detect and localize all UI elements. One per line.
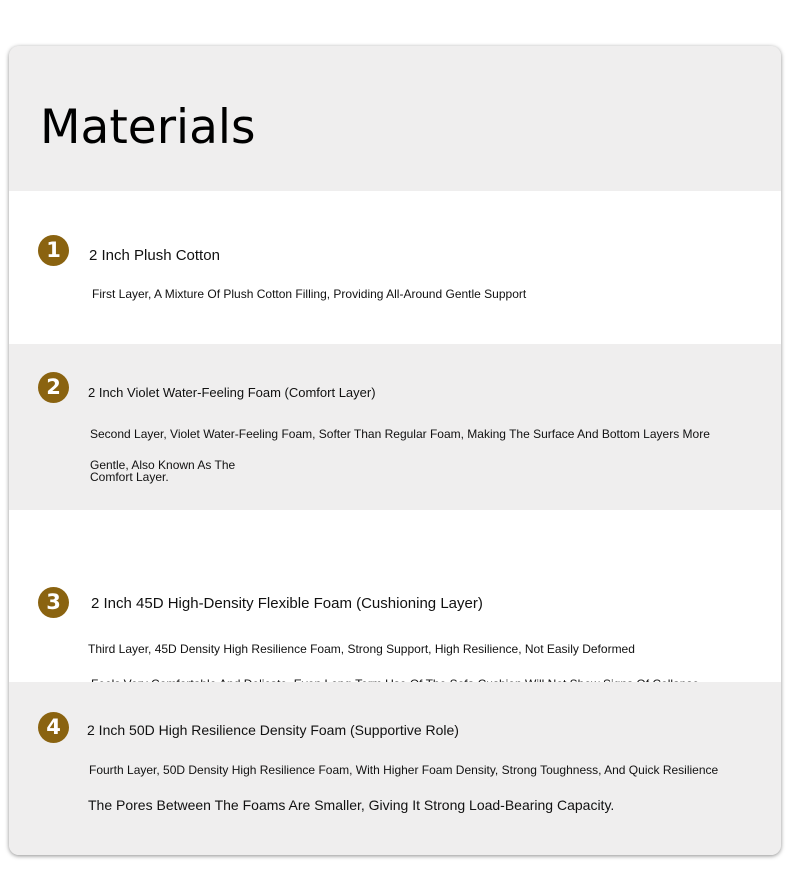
layer-title: 2 Inch Violet Water-Feeling Foam (Comfort Layer) <box>88 385 376 400</box>
layer-section-4 <box>9 682 781 855</box>
layer-number-badge: 4 <box>38 712 69 743</box>
layer-title: 2 Inch 45D High-Density Flexible Foam (Cushioning Layer) <box>91 595 483 612</box>
layer-description-line: The Pores Between The Foams Are Smaller, Giving It Strong Load-Bearing Capacity. <box>88 797 615 813</box>
layer-description-line: Second Layer, Violet Water-Feeling Foam, Softer Than Regular Foam, Making The Surface And Bottom Layers More <box>90 427 710 441</box>
layer-number-badge: 1 <box>38 235 69 266</box>
layer-description-line: Third Layer, 45D Density High Resilience Foam, Strong Support, High Resilience, Not Easily Deformed <box>88 642 635 656</box>
layer-section-1 <box>9 191 781 344</box>
layer-description-line: Fourth Layer, 50D Density High Resilience Foam, With Higher Foam Density, Strong Toughness, And Quick Resilience <box>89 763 719 777</box>
layer-title: 2 Inch 50D High Resilience Density Foam (Supportive Role) <box>87 722 459 738</box>
layer-number-badge: 2 <box>38 372 69 403</box>
layer-description-line: Gentle, Also Known As The <box>90 458 236 472</box>
layer-section-3 <box>9 510 781 682</box>
page-title: Materials <box>40 100 256 155</box>
layer-number-badge: 3 <box>38 587 69 618</box>
materials-header <box>9 46 781 191</box>
layer-section-2 <box>9 344 781 510</box>
layer-description-line: Comfort Layer. <box>90 470 169 484</box>
layer-title: 2 Inch Plush Cotton <box>89 247 220 264</box>
materials-card <box>9 46 781 855</box>
layer-description-line: First Layer, A Mixture Of Plush Cotton Filling, Providing All-Around Gentle Support <box>92 287 527 301</box>
